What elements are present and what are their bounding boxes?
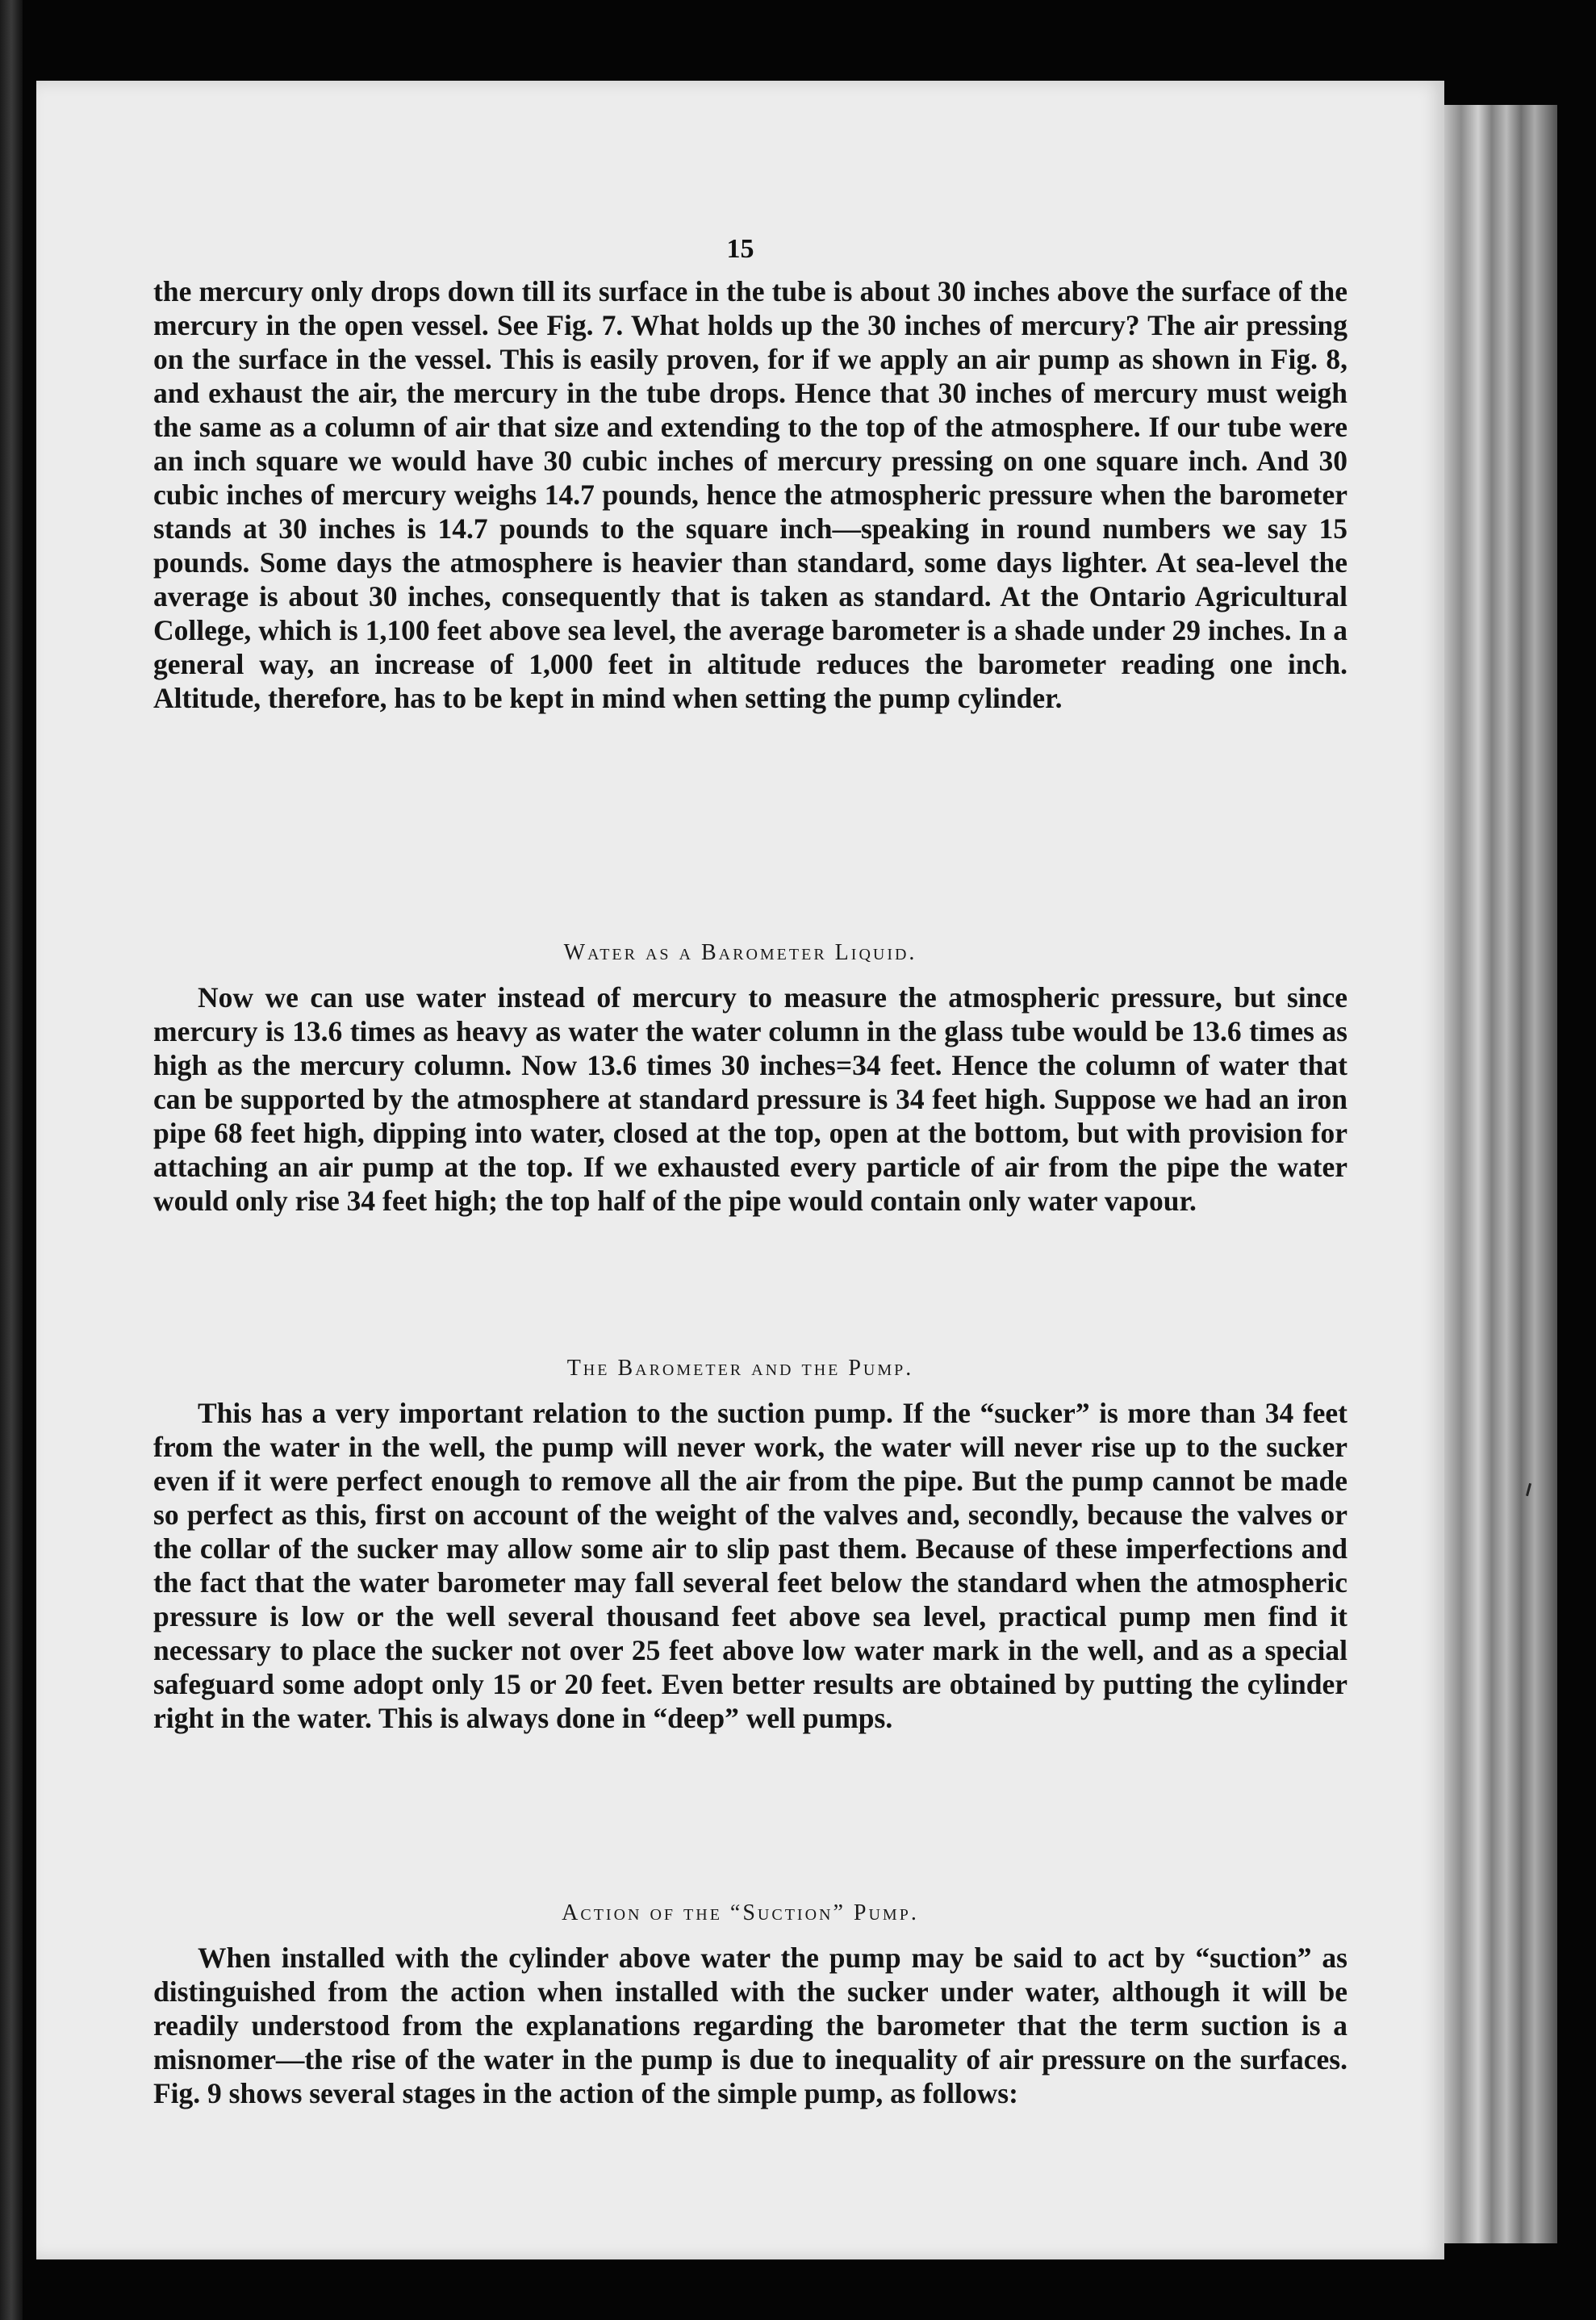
- page-stack-edge: [1444, 105, 1557, 2243]
- paragraph-block-2: [153, 980, 1347, 1218]
- paragraph-block-1: [153, 274, 1347, 715]
- book-page: [36, 81, 1444, 2259]
- paragraph-1: the mercury only drops down till its surface in the tube is about 30 inches above the surface of the mercury in the open vessel. See Fig. 7. What holds up the 30 inches of mercury? The air pressing on the surface in the vessel. This is easily proven, for if we apply an air pump as shown in Fig. 8, and exhaust the air, the mercury in the tube drops. Hence that 30 inches of mercury must weigh the same as a column of air that size and extending to the top of the atmosphere. If our tube were an inch square we would have 30 cubic inches of mercury pressing on one square inch. And 30 cubic inches of mercury weighs 14.7 pounds, hence the atmospheric pressure when the barometer stands at 30 inches is 14.7 pounds to the square inch—speaking in round numbers we say 15 pounds. Some days the atmosphere is heavier than standard, some days lighter. At sea-level the average is about 30 inches, consequently that is taken as standard. At the Ontario Agricultural College, which is 1,100 feet above sea level, the average barometer is a shade under 29 inches. In a general way, an increase of 1,000 feet in altitude reduces the barometer reading one inch. Altitude, therefore, has to be kept in mind when setting the pump cylinder.: [153, 275, 1347, 714]
- paragraph-block-3: [153, 1396, 1347, 1735]
- section-heading-water-barometer: Water as a Barometer Liquid.: [563, 940, 917, 965]
- paragraph-4: When installed with the cylinder above water the pump may be said to act by “suction” as distinguished from the action when installed with the sucker under water, although it will be readily understood from the explanations regarding the barometer that the term suction is a misnomer—the rise of the water in the pump is due to inequality of air pressure on the surfaces. Fig. 9 shows several stages in the action of the simple pump, as follows:: [153, 1942, 1347, 2109]
- book-binding-edge: [0, 0, 23, 2320]
- section-heading-suction-pump: Action of the “Suction” Pump.: [562, 1900, 919, 1925]
- paragraph-block-4: [153, 1941, 1347, 2110]
- paragraph-3: This has a very important relation to the suction pump. If the “sucker” is more than 34 feet from the water in the well, the pump will never work, the water will never rise up to the sucker even if it were perfect enough to remove all the air from the pipe. But the pump cannot be made so perfect as this, first on account of the weight of the valves and, secondly, because the valves or the collar of the sucker may allow some air to slip past them. Because of these imperfections and the fact that the water barometer may fall several feet below the standard when the atmospheric pressure is low or the well several thousand feet above sea level, practical pump men find it necessary to place the sucker not over 25 feet above low water mark in the well, and as a special safeguard some adopt only 15 or 20 feet. Even better results are obtained by putting the cylinder right in the water. This is always done in “deep” well pumps.: [153, 1397, 1347, 1734]
- page-number: 15: [726, 234, 754, 264]
- section-heading-barometer-pump: The Barometer and the Pump.: [566, 1356, 914, 1381]
- paragraph-2: Now we can use water instead of mercury to measure the atmospheric pressure, but since mercury is 13.6 times as heavy as water the water column in the glass tube would be 13.6 times as high as the mercury column. Now 13.6 times 30 inches=34 feet. Hence the column of water that can be supported by the atmosphere at standard pressure is 34 feet high. Suppose we had an iron pipe 68 feet high, dipping into water, closed at the top, open at the bottom, but with provision for attaching an air pump at the top. If we exhausted every particle of air from the pipe the water would only rise 34 feet high; the top half of the pipe would contain only water vapour.: [153, 981, 1347, 1217]
